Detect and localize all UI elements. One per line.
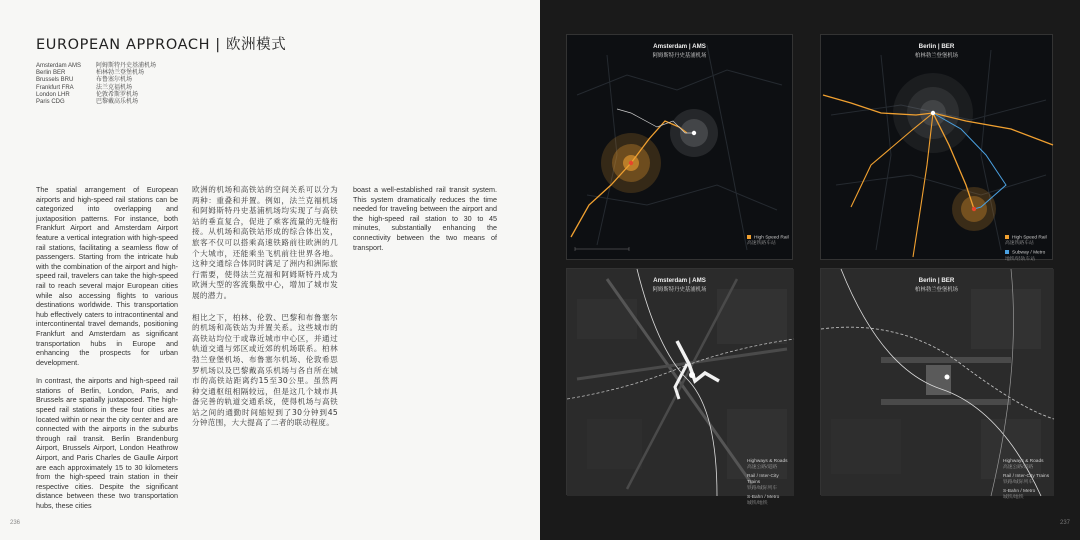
map-legend <box>747 459 792 510</box>
map-berlin-satellite <box>820 268 1053 500</box>
legend-swatch <box>1005 235 1009 239</box>
airport-marker <box>945 375 950 380</box>
station-marker <box>629 161 633 165</box>
legend-en: Rail / Inter-City Trains <box>1003 474 1050 479</box>
page-number: 237 <box>1059 520 1070 526</box>
airport-marker <box>972 207 976 211</box>
legend-row <box>36 92 186 99</box>
paragraph: 相比之下，柏林、伦敦、巴黎和布鲁塞尔的机场和高铁站为并置关系。这些城市的高铁站均位于或靠近城市中心区，并通过轨道交通与郊区或近郊的机场联系。柏林勃兰登堡机场、布鲁塞尔机场、伦敦希思罗机场以及巴黎戴高乐机场与各自所在城市的高铁站距离约15至30公里。虽然两种交通枢纽相隔较远，但是这几个城市具备完善的轨道交通系统，使得机场与高铁站之间的通勤时间缩短到了30分钟到45分钟范围，大大提高了二者的联动程度。 <box>192 312 338 428</box>
legend-swatch <box>747 235 751 239</box>
airport-marker <box>689 372 695 378</box>
legend-zh: 高速铁路车站 <box>1005 241 1034 247</box>
legend-item <box>747 495 792 507</box>
map-subtitle: 柏林勃兰登堡机场 <box>914 287 959 293</box>
map-subtitle: 阿姆斯特丹史基浦机场 <box>652 287 707 293</box>
legend-en: Amsterdam AMS <box>36 63 82 69</box>
map-subtitle: 柏林勃兰登堡机场 <box>914 53 959 59</box>
legend-en: High Speed Rail <box>754 235 789 241</box>
runway <box>881 399 1011 405</box>
airport-legend <box>36 63 186 106</box>
station-marker <box>931 111 935 115</box>
legend-row <box>36 85 186 92</box>
paragraph: 欧洲的机场和高铁站的空间关系可以分为两种：重叠和并置。例如，法兰克福机场和阿姆斯特丹史基浦机场均实现了与高铁站的垂直复合，促进了乘客流量的无缝衔接。从机场和高铁站形成的综合体出发，旅客不仅可以搭乘高速铁路前往欧洲的几个大城市，还能乘坐飞机前往世界各地。这种交通综合体同时满足了洲内和洲际旅行需要，使得法兰克福和阿姆斯特丹成为欧洲大型的客流集散中心，增加了城市发展的潜力。 <box>192 185 338 300</box>
legend-zh: 柏林勃兰登堡机场 <box>96 70 145 77</box>
map-amsterdam-diagram <box>566 34 793 260</box>
legend-zh: 城铁/地铁 <box>747 501 768 506</box>
text-column-english-2 <box>353 185 497 261</box>
map-legend <box>1003 459 1049 504</box>
legend-item <box>1003 474 1049 486</box>
legend-en: Brussels BRU <box>36 77 74 84</box>
map-subtitle: 阿姆斯特丹史基浦机场 <box>652 53 707 59</box>
legend-zh: 高速铁路车站 <box>747 241 776 247</box>
map-amsterdam-satellite <box>566 268 793 506</box>
text-column-chinese <box>192 185 338 440</box>
map-berlin-diagram <box>820 34 1053 260</box>
runway <box>881 357 1011 363</box>
legend-item <box>1003 459 1049 471</box>
map-legend <box>1005 235 1047 266</box>
legend-en: Rail / Inter-City Trains <box>747 474 779 485</box>
legend-en: Highways & Roads <box>1003 459 1044 464</box>
legend-zh: 伦敦希斯罗机场 <box>96 91 139 98</box>
legend-en: S-Bahn / Metro <box>747 495 780 500</box>
paragraph: boast a well-established rail transit system. This system dramatically reduces the time needed for traveling between the airport and the high-speed rail station to 30 to 45 minutes, substantially enhancing the connectivity between the two means of transport. <box>353 185 497 252</box>
page-title: EUROPEAN APPROACH | 欧洲模式 <box>36 37 287 53</box>
legend-item <box>747 459 792 471</box>
legend-zh: 阿姆斯特丹史基浦机场 <box>96 63 157 69</box>
legend-zh: 高速公路/道路 <box>1003 465 1034 470</box>
legend-zh: 法兰克福机场 <box>96 84 133 91</box>
legend-item <box>747 235 789 247</box>
map-title: Amsterdam | AMS <box>653 43 706 50</box>
paragraph: In contrast, the airports and high-speed rail stations of Berlin, London, Paris, and Brussels are spatially juxtaposed. The high-speed rail stations in these four cities are located within or near the city center and are connected with the airports in the suburbs through rail transit. Berlin Brandenburg Airport, Brussels Airport, London Heathrow Airport, and Paris Charles de Gaulle Airport are each approximately 15 to 30 kilometers from the high-speed train station in their respective cities. Despite the significant distance between these two transportation hubs, these cities <box>36 376 178 510</box>
legend-zh: 铁路/城际列车 <box>1003 480 1034 485</box>
text-column-english-1 <box>36 185 178 520</box>
legend-en: Highways & Roads <box>747 459 788 464</box>
legend-swatch <box>1005 250 1009 254</box>
legend-en: Berlin BER <box>36 70 66 77</box>
legend-item <box>1003 489 1049 501</box>
legend-en: Subway / Metro <box>1012 250 1046 256</box>
right-page <box>540 0 1080 540</box>
legend-item <box>747 474 792 492</box>
legend-zh: 铁路/城际列车 <box>747 486 778 491</box>
legend-en: Paris CDG <box>36 99 65 106</box>
legend-row <box>36 99 186 106</box>
legend-en: Frankfurt FRA <box>36 84 74 91</box>
berlin-diagram-svg <box>821 35 1054 261</box>
page-number: 236 <box>10 520 21 526</box>
paragraph: The spatial arrangement of European airports and high-speed rail stations can be categorized into overlapping and juxtaposition patterns. For instance, both Frankfurt Airport and Amsterdam Airport feature a vertical integration with high-speed rail stations, facilitating a seamless flow of passengers. Starting from the intricate hub with the combination of the airport and high-speed rail, travelers can take the high-speed rail to reach several major European cities while also accessing flights to various destinations worldwide. This transportation hub effectively caters to intracontinental and intercontinental travel demands, positioning Frankfurt and Amsterdam as significant transportation hubs in Europe and enhancing the prospects for urban development. <box>36 185 178 367</box>
legend-zh: 布鲁塞尔机场 <box>96 77 133 84</box>
legend-zh: 城铁/地铁 <box>1003 495 1024 500</box>
legend-zh: 巴黎戴高乐机场 <box>96 99 139 106</box>
legend-en: High Speed Rail <box>1012 235 1047 241</box>
legend-item <box>1005 235 1047 247</box>
legend-zh: 高速公路/道路 <box>747 465 778 470</box>
legend-en: London LHR <box>36 91 70 98</box>
legend-zh: 地铁/轻轨车站 <box>1005 256 1036 262</box>
map-legend <box>747 235 789 250</box>
legend-item <box>1005 250 1047 262</box>
legend-row <box>36 77 186 84</box>
terminal-building <box>926 365 951 395</box>
amsterdam-diagram-svg <box>567 35 794 261</box>
map-title: Amsterdam | AMS <box>653 277 706 284</box>
airport-marker <box>692 131 696 135</box>
map-title: Berlin | BER <box>918 43 955 50</box>
map-title: Berlin | BER <box>918 277 955 284</box>
legend-en: S-Bahn / Metro <box>1003 489 1036 494</box>
